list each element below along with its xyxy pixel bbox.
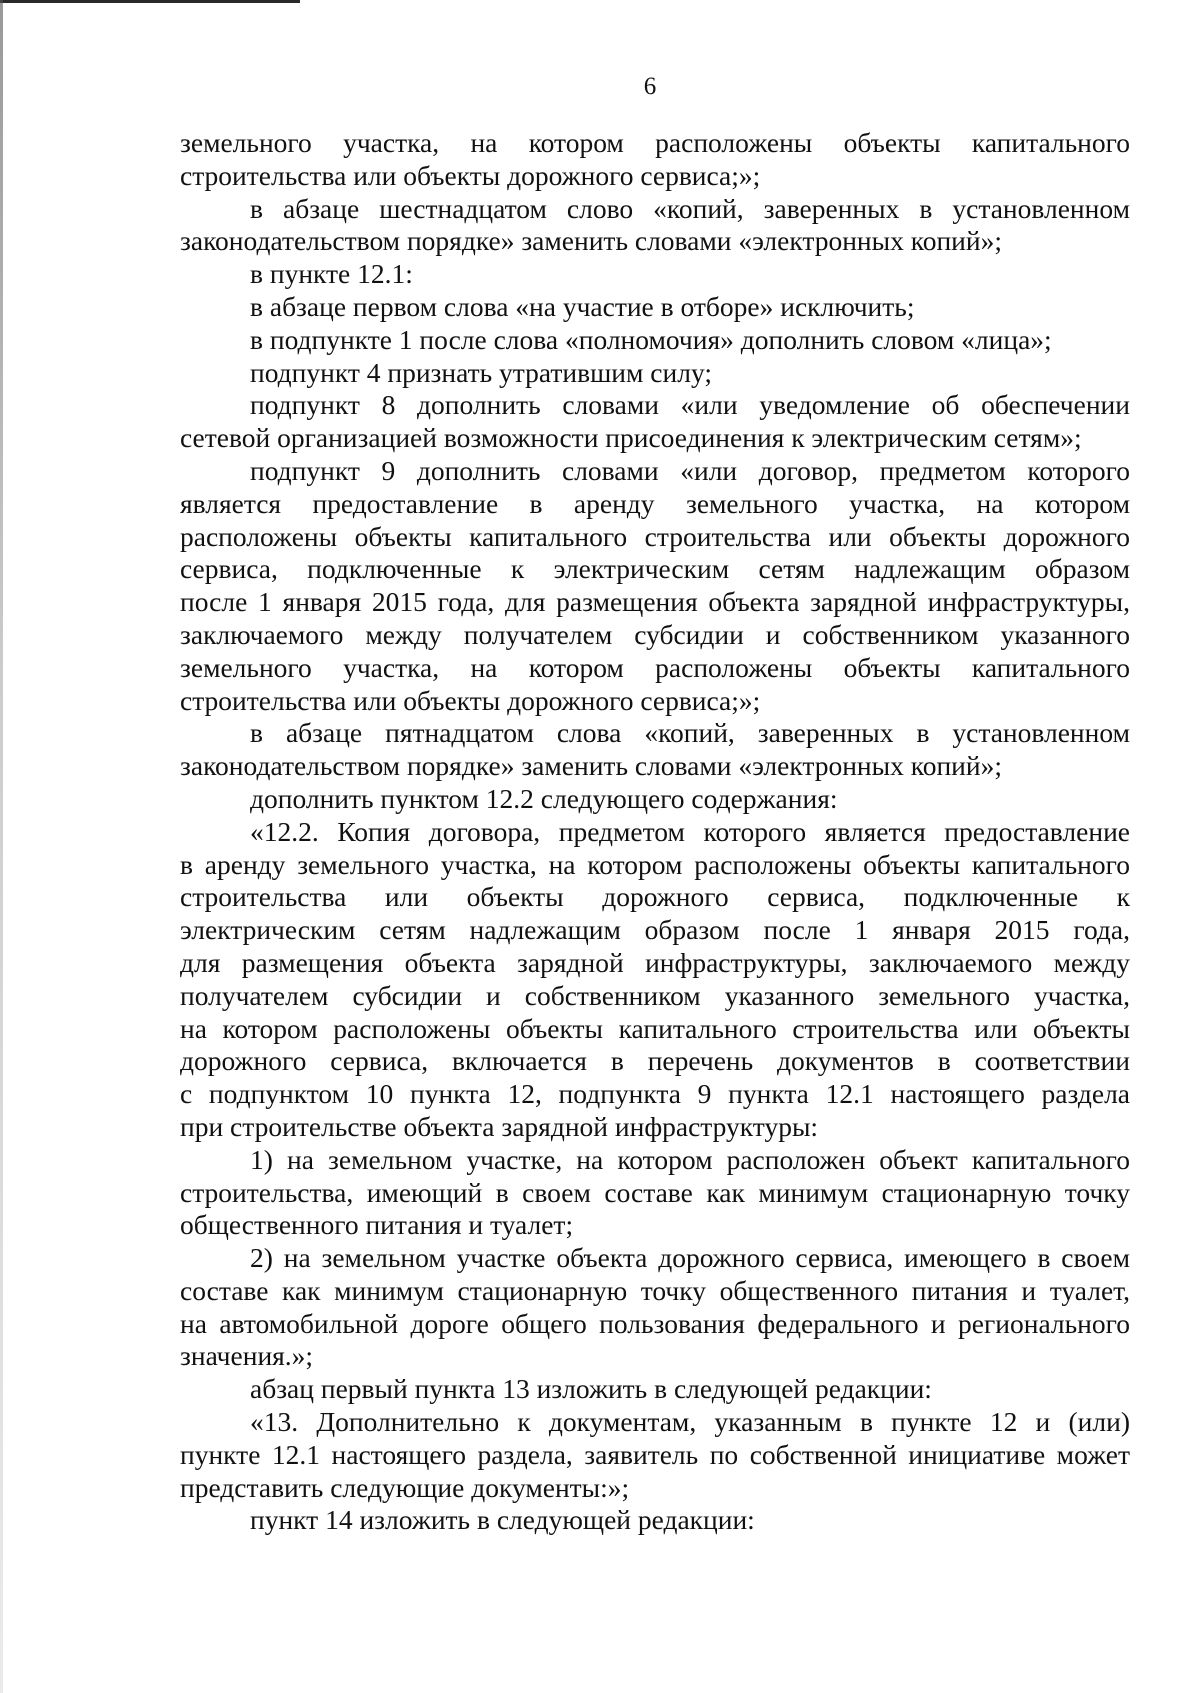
paragraph <box>180 1373 1130 1406</box>
text-line: «12.2. Копия договора, предметом которого является предоставление <box>250 815 1130 847</box>
text-line: строительства или объекты дорожного сервиса;»; <box>180 159 761 191</box>
text-line: является предоставление в аренду земельного участка, на котором <box>180 487 1130 519</box>
scan-edge-left <box>0 0 3 1693</box>
paragraph <box>180 127 1130 193</box>
paragraph <box>180 291 1130 324</box>
paragraph <box>180 783 1130 816</box>
text-line: дорожного сервиса, включается в перечень документов в соответствии <box>180 1045 1130 1077</box>
text-line: на котором расположены объекты капитального строительства или объекты <box>180 1012 1130 1044</box>
text-line: в аренду земельного участка, на котором расположены объекты капитального <box>180 848 1130 880</box>
paragraph <box>180 1504 1130 1537</box>
text-line: с подпунктом 10 пункта 12, подпункта 9 пункта 12.1 настоящего раздела <box>180 1078 1130 1110</box>
paragraph <box>180 1242 1130 1373</box>
text-line: 1) на земельном участке, на котором расположен объект капитального <box>250 1143 1130 1175</box>
text-line: электрическим сетям надлежащим образом после 1 января 2015 года, <box>180 914 1130 946</box>
text-line: сервиса, подключенные к электрическим сетям надлежащим образом <box>180 553 1130 585</box>
text-line: подпункт 4 признать утратившим силу; <box>250 356 712 388</box>
paragraph <box>180 357 1130 390</box>
text-line: в пункте 12.1: <box>250 258 413 290</box>
text-line: земельного участка, на котором расположены объекты капитального <box>180 127 1130 158</box>
paragraph <box>180 1144 1130 1242</box>
scan-edge-top <box>0 0 300 3</box>
paragraph <box>180 193 1130 259</box>
text-line: общественного питания и туалет; <box>180 1209 574 1241</box>
paragraph <box>180 717 1130 783</box>
paragraph <box>180 389 1130 455</box>
text-line: строительства, имеющий в своем составе как минимум стационарную точку <box>180 1176 1130 1208</box>
paragraph <box>180 455 1130 717</box>
text-line: расположены объекты капитального строительства или объекты дорожного <box>180 520 1130 552</box>
text-line: в абзаце первом слова «на участие в отборе» исключить; <box>250 290 915 322</box>
text-line: представить следующие документы:»; <box>180 1471 630 1503</box>
page-number: 6 <box>643 73 657 100</box>
text-line: значения.»; <box>180 1340 314 1372</box>
text-line: земельного участка, на котором расположены объекты капитального <box>180 651 1130 683</box>
text-line: строительства или объекты дорожного сервиса, подключенные к <box>180 881 1130 913</box>
text-line: для размещения объекта зарядной инфраструктуры, заключаемого между <box>180 946 1130 978</box>
paragraph <box>180 816 1130 1144</box>
text-line: после 1 января 2015 года, для размещения объекта зарядной инфраструктуры, <box>180 586 1130 618</box>
text-line: законодательством порядке» заменить словами «электронных копий»; <box>180 750 1002 782</box>
text-line: пункт 14 изложить в следующей редакции: <box>250 1504 755 1536</box>
text-line: дополнить пунктом 12.2 следующего содержания: <box>250 782 838 814</box>
text-line: на автомобильной дороге общего пользования федерального и регионального <box>180 1307 1130 1339</box>
text-line: строительства или объекты дорожного сервиса;»; <box>180 684 761 716</box>
text-line: пункте 12.1 настоящего раздела, заявитель по собственной инициативе может <box>180 1438 1130 1470</box>
text-line: сетевой организацией возможности присоединения к электрическим сетям»; <box>180 422 1082 454</box>
text-line: подпункт 9 дополнить словами «или договор, предметом которого <box>250 454 1130 486</box>
text-line: 2) на земельном участке объекта дорожного сервиса, имеющего в своем <box>250 1242 1130 1274</box>
text-line: законодательством порядке» заменить словами «электронных копий»; <box>180 225 1002 257</box>
text-line: составе как минимум стационарную точку общественного питания и туалет, <box>180 1274 1130 1306</box>
paragraph <box>180 1406 1130 1504</box>
text-line: получателем субсидии и собственником указанного земельного участка, <box>180 979 1130 1011</box>
text-line: подпункт 8 дополнить словами «или уведомление об обеспечении <box>250 389 1130 421</box>
text-line: «13. Дополнительно к документам, указанным в пункте 12 и (или) <box>250 1406 1130 1438</box>
text-line: при строительстве объекта зарядной инфраструктуры: <box>180 1110 819 1142</box>
text-line: в абзаце пятнадцатом слова «копий, заверенных в установленном <box>250 717 1130 749</box>
paragraph <box>180 324 1130 357</box>
text-line: абзац первый пункта 13 изложить в следующей редакции: <box>250 1373 932 1405</box>
text-line: в абзаце шестнадцатом слово «копий, заверенных в установленном <box>250 192 1130 224</box>
text-line: в подпункте 1 после слова «полномочия» дополнить словом «лица»; <box>250 323 1052 355</box>
text-line: заключаемого между получателем субсидии и собственником указанного <box>180 618 1130 650</box>
paragraph <box>180 258 1130 291</box>
document-body <box>180 127 1130 1537</box>
